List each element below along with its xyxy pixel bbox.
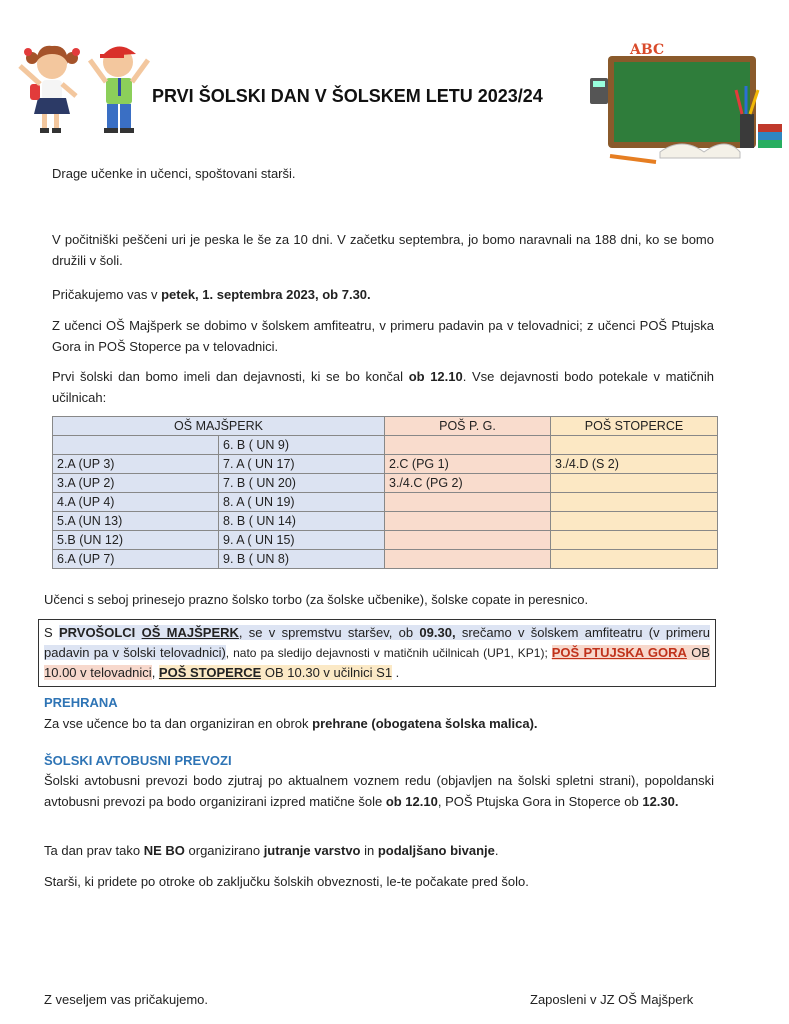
- table-cell: [385, 531, 551, 550]
- supplies-paragraph: Učenci s seboj prinesejo prazno šolsko torbo (za šolske učbenike), šolske copate in peresnico.: [44, 592, 589, 607]
- table-row: [53, 493, 718, 512]
- table-cell: 4.A (UP 4): [53, 493, 219, 512]
- care-text: in: [360, 843, 378, 858]
- prehrana-text: Za vse učence bo ta dan organiziran en obrok: [44, 716, 313, 731]
- table-cell: [385, 493, 551, 512]
- first-graders-label: PRVOŠOLCI: [58, 625, 136, 640]
- abc-letters: ABC: [630, 42, 665, 58]
- bus-time-2: 12.30.: [642, 794, 679, 809]
- table-header-majsperk: OŠ MAJŠPERK: [53, 417, 385, 436]
- pickup-paragraph: Starši, ki pridete po otroke ob zaključku šolskih obveznosti, le-te počakate pred šolo.: [44, 874, 529, 889]
- ptujska-gora-time: OB 10.00 v telovadnici: [44, 645, 710, 680]
- table-cell: [551, 493, 718, 512]
- table-cell: 5.A (UN 13): [53, 512, 219, 531]
- meeting-place-paragraph: Z učenci OŠ Majšperk se dobimo v šolskem amfiteatru, v primeru padavin pa v telovadnici; z učenci POŠ Ptujska Gora in POŠ Stoperce pa v telovadnici.: [52, 318, 714, 354]
- bus-text: , POŠ Ptujska Gora in Stoperce ob: [437, 794, 643, 809]
- care-text: .: [494, 843, 499, 858]
- stoperce-label: POŠ STOPERCE: [158, 665, 262, 680]
- table-cell: 3./4.D (S 2): [551, 455, 718, 474]
- care-text: organizirano: [184, 843, 264, 858]
- table-row: [53, 512, 718, 531]
- start-time-text: Pričakujemo vas v: [52, 287, 162, 302]
- table-cell: 6. B ( UN 9): [219, 436, 385, 455]
- classroom-table: [52, 416, 718, 569]
- table-cell: [551, 512, 718, 531]
- box-text: ,: [151, 665, 159, 680]
- footer-signature: Zaposleni v JZ OŠ Majšperk: [530, 992, 694, 1007]
- table-cell: 8. B ( UN 14): [219, 512, 385, 531]
- box-text: , nato pa sledijo dejavnosti v matičnih učilnicah (UP1, KP1);: [225, 646, 552, 660]
- table-cell: [385, 512, 551, 531]
- box-text: , se v spremstvu staršev, ob: [238, 625, 420, 640]
- care-bold: podaljšano bivanje: [377, 843, 495, 858]
- table-cell: 7. B ( UN 20): [219, 474, 385, 493]
- prehrana-paragraph: [44, 713, 714, 734]
- table-cell: [53, 436, 219, 455]
- table-header-row: [53, 417, 718, 436]
- table-row: [53, 531, 718, 550]
- table-cell: 8. A ( UN 19): [219, 493, 385, 512]
- box-text: S: [44, 625, 59, 640]
- care-text: Ta dan prav tako: [44, 843, 144, 858]
- heading-prehrana: PREHRANA: [44, 695, 118, 710]
- start-time-date: petek, 1. septembra 2023, ob 7.30.: [161, 287, 371, 302]
- intro-paragraph: V počitniški peščeni uri je peska le še za 10 dni. V začetku septembra, jo bomo naravnali na 188 dni, ko se bomo družili v šoli.: [52, 232, 714, 268]
- table-row: [53, 474, 718, 493]
- care-bold: NE BO: [143, 843, 185, 858]
- bus-time-1: ob 12.10: [385, 794, 438, 809]
- page-title: PRVI ŠOLSKI DAN V ŠOLSKEM LETU 2023/24: [152, 86, 543, 106]
- table-row: [53, 436, 718, 455]
- activities-paragraph: [52, 366, 714, 408]
- heading-bus: ŠOLSKI AVTOBUSNI PREVOZI: [44, 753, 232, 768]
- table-cell: 5.B (UN 12): [53, 531, 219, 550]
- start-time-paragraph: [52, 284, 714, 305]
- table-cell: 3.A (UP 2): [53, 474, 219, 493]
- table-row: [53, 550, 718, 569]
- prehrana-bold: prehrane (obogatena šolska malica).: [312, 716, 538, 731]
- greeting: Drage učenke in učenci, spoštovani starši.: [52, 166, 296, 181]
- table-cell: 2.C (PG 1): [385, 455, 551, 474]
- box-text: .: [392, 665, 400, 680]
- table-cell: 2.A (UP 3): [53, 455, 219, 474]
- first-graders-box: [38, 619, 716, 687]
- table-header-pg: POŠ P. G.: [385, 417, 551, 436]
- box-text: srečamo v šolskem amfiteatru (v primeru padavin pa v šolski telovadnici): [44, 625, 710, 660]
- activities-end-time: ob 12.10: [408, 369, 463, 384]
- footer-greeting: Z veseljem vas pričakujemo.: [44, 992, 208, 1007]
- table-cell: 9. A ( UN 15): [219, 531, 385, 550]
- table-cell: [551, 550, 718, 569]
- table-cell: [385, 550, 551, 569]
- activities-text: Prvi šolski dan bomo imeli dan dejavnosti, ki se bo končal: [52, 369, 409, 384]
- ptujska-gora-label: POŠ PTUJSKA GORA: [551, 645, 687, 660]
- stoperce-time: OB 10.30 v učilnici S1: [261, 665, 393, 680]
- bus-paragraph: [44, 770, 714, 812]
- care-paragraph: [44, 840, 714, 861]
- table-cell: 3./4.C (PG 2): [385, 474, 551, 493]
- box-text: [135, 625, 141, 640]
- table-cell: [551, 531, 718, 550]
- table-cell: [551, 474, 718, 493]
- care-bold: jutranje varstvo: [263, 843, 361, 858]
- table-cell: 6.A (UP 7): [53, 550, 219, 569]
- table-cell: [385, 436, 551, 455]
- chalkboard-illustration: [590, 40, 786, 168]
- school-children-illustration: [14, 36, 154, 136]
- table-cell: [551, 436, 718, 455]
- table-header-stoperce: POŠ STOPERCE: [551, 417, 718, 436]
- table-row: [53, 455, 718, 474]
- majsperk-time: 09.30,: [419, 625, 456, 640]
- table-cell: 9. B ( UN 8): [219, 550, 385, 569]
- table-cell: 7. A ( UN 17): [219, 455, 385, 474]
- activities-text-end: . Vse dejavnosti bodo potekale v matičnih učilnicah:: [52, 369, 715, 405]
- majsperk-label: OŠ MAJŠPERK: [141, 625, 239, 640]
- bus-text: Šolski avtobusni prevozi bodo zjutraj po aktualnem voznem redu (objavljen na šolski spletni strani), popoldanski avtobusni prevozi pa bodo organizirani izpred matične šole: [44, 773, 714, 809]
